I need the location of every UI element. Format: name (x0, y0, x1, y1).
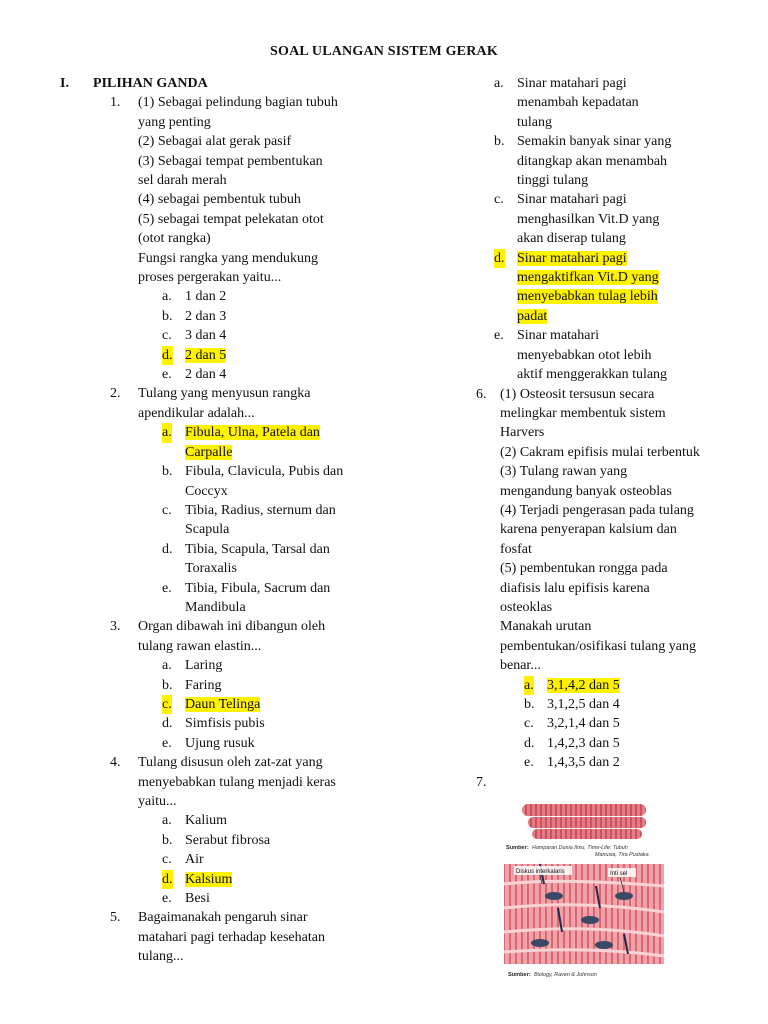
question-text-line: fosfat (500, 541, 532, 557)
option-a-answer (138, 423, 390, 462)
cardiac-muscle-figure (500, 800, 674, 980)
nucleus (545, 892, 563, 900)
question-3 (60, 617, 390, 753)
figure-source-label: Sumber: (506, 845, 529, 852)
option-text: Laring (185, 658, 223, 674)
option-b (138, 462, 390, 501)
question-text-line: benar... (500, 658, 541, 674)
figure-source-text: Hamparan Dunia Ilmu, Time-Life: Tubuh (532, 845, 628, 852)
option-text: Ujung rusuk (185, 735, 255, 751)
option-letter: a. (162, 813, 172, 829)
option-text: Carpalle (185, 444, 233, 460)
label-nucleus: Inti sel (610, 871, 628, 878)
option-letter: d. (162, 346, 173, 365)
option-c (138, 501, 390, 540)
question-text-line: menyebabkan tulang menjadi keras (138, 774, 336, 790)
question-text-line: (1) Osteosit tersusun secara (500, 386, 655, 402)
option-d (138, 714, 390, 733)
question-number: 4. (110, 755, 121, 771)
question-number: 2. (110, 386, 121, 402)
question-text-line: (otot rangka) (138, 231, 211, 247)
question-text-line: apendikular adalah... (138, 405, 255, 421)
option-letter: e. (162, 735, 172, 751)
question-text-line: proses pergerakan yaitu... (138, 270, 282, 286)
question-text-line: (5) pembentukan rongga pada (500, 561, 668, 577)
question-text-line: Organ dibawah ini dibangun oleh (138, 619, 326, 635)
option-letter: d. (162, 716, 173, 732)
option-letter: c. (162, 852, 172, 868)
option-d (470, 734, 740, 753)
option-letter: a. (162, 658, 172, 674)
option-text: mengaktifkan Vit.D yang (517, 270, 659, 286)
question-text-line: matahari pagi terhadap kesehatan (138, 929, 325, 945)
option-b (138, 676, 390, 695)
section-number: I. (60, 76, 69, 91)
option-list (138, 287, 390, 384)
option-e (470, 753, 740, 772)
question-text-line: Bagaimanakah pengaruh sinar (138, 910, 308, 926)
option-e (138, 734, 390, 753)
option-letter: b. (494, 134, 505, 150)
question-text-line: mengandung banyak osteoblas (500, 483, 672, 499)
option-text: tulang (517, 114, 552, 130)
option-letter: c. (162, 328, 172, 344)
option-text: padat (517, 308, 548, 324)
right-column (470, 74, 740, 980)
option-b (138, 831, 390, 850)
option-c (138, 850, 390, 869)
option-text: Toraxalis (185, 561, 237, 577)
option-text: Semakin banyak sinar yang (517, 134, 672, 150)
question-text-line: (3) Sebagai tempat pembentukan (138, 153, 323, 169)
left-column (60, 74, 390, 967)
option-letter: a. (162, 289, 172, 305)
option-b (470, 132, 740, 190)
question-text-line: Manakah urutan (500, 619, 592, 635)
question-text-line: sel darah merah (138, 173, 227, 189)
option-text: Fibula, Clavicula, Pubis dan (185, 464, 344, 480)
option-list (138, 423, 390, 617)
option-text: 2 dan 5 (185, 347, 227, 363)
option-text: Tibia, Scapula, Tarsal dan (185, 541, 330, 557)
option-text: Kalsium (185, 871, 233, 887)
option-text: Sinar matahari pagi (517, 76, 627, 91)
option-letter: e. (494, 328, 504, 344)
option-letter: d. (494, 249, 505, 268)
option-letter: c. (524, 716, 534, 732)
option-text: 1,4,3,5 dan 2 (547, 755, 620, 771)
option-text: Tibia, Radius, sternum dan (185, 502, 336, 518)
question-text-line: (5) sebagai tempat pelekatan otot (138, 211, 324, 227)
option-list (470, 676, 740, 773)
question-6 (470, 385, 740, 773)
option-text: 3 dan 4 (185, 328, 227, 344)
option-text: Coccyx (185, 483, 228, 499)
question-text-line: Fungsi rangka yang mendukung (138, 250, 319, 266)
question-text-line: pembentukan/osifikasi tulang yang (500, 638, 696, 654)
question-text-line: (3) Tulang rawan yang (500, 464, 628, 480)
section-heading (60, 74, 390, 93)
option-text: menambah kepadatan (517, 95, 639, 111)
option-letter: d. (524, 735, 535, 751)
option-e (138, 579, 390, 618)
option-letter: c. (162, 695, 172, 714)
question-2 (60, 384, 390, 617)
question-5 (60, 908, 390, 966)
option-text: ditangkap akan menambah (517, 153, 668, 169)
question-text-line: osteoklas (500, 599, 553, 615)
option-letter: a. (162, 423, 172, 442)
question-text-line: Tulang yang menyusun rangka (138, 386, 311, 402)
option-e (138, 365, 390, 384)
nucleus (531, 939, 549, 947)
figure-source-text: Manusia, Tira Pustaka (595, 852, 649, 859)
option-text: Simfisis pubis (185, 716, 265, 732)
option-text: Daun Telinga (185, 696, 261, 712)
option-text: 3,1,2,5 dan 4 (547, 697, 620, 712)
option-letter: b. (162, 308, 173, 324)
question-4 (60, 753, 390, 908)
option-letter: d. (162, 541, 173, 557)
figure-source-label: Sumber: (508, 972, 531, 979)
option-text: Sinar matahari (517, 328, 600, 344)
muscle-fibre-bundle (522, 804, 646, 839)
option-text: Tibia, Fibula, Sacrum dan (185, 580, 331, 596)
option-d-answer (470, 249, 740, 327)
option-text: tinggi tulang (517, 173, 589, 189)
option-letter: e. (162, 367, 172, 383)
option-text: 2 dan 4 (185, 367, 227, 383)
option-e (138, 889, 390, 908)
option-text: akan diserap tulang (517, 231, 626, 247)
option-list (138, 811, 390, 908)
option-letter: e. (162, 580, 172, 596)
option-b (470, 695, 740, 714)
question-number: 3. (110, 619, 121, 635)
option-letter: a. (494, 76, 504, 91)
option-c (138, 326, 390, 345)
option-a (138, 287, 390, 306)
option-text: 2 dan 3 (185, 308, 227, 324)
option-c (470, 714, 740, 733)
option-text: 1,4,2,3 dan 5 (547, 735, 620, 751)
nucleus (615, 892, 633, 900)
option-c-answer (138, 695, 390, 714)
option-text: 3,2,1,4 dan 5 (547, 716, 620, 732)
option-text: menyebabkan otot lebih (517, 347, 652, 363)
option-text: Mandibula (185, 599, 246, 615)
option-d-answer (138, 346, 390, 365)
question-1 (60, 93, 390, 384)
option-letter: a. (524, 676, 534, 695)
question-text-line: Harvers (500, 425, 545, 441)
option-letter: b. (162, 464, 173, 480)
question-text-line: (2) Cakram epifisis mulai terbentuk (500, 444, 700, 460)
option-b (138, 307, 390, 326)
option-text: Faring (185, 677, 222, 693)
question-5-option-list (470, 74, 740, 385)
option-text: 1 dan 2 (185, 289, 227, 305)
question-text-line: tulang... (138, 949, 184, 965)
figure-source-text: Biology, Raven & Johnson (534, 972, 597, 979)
option-text: Sinar matahari pagi (517, 250, 627, 266)
option-text: menyebabkan tulag lebih (517, 289, 658, 305)
option-text: Scapula (185, 522, 230, 538)
label-intercalated-disc: Diskus interkalaris (516, 869, 565, 876)
option-a (138, 811, 390, 830)
document-title: SOAL ULANGAN SISTEM GERAK (270, 44, 498, 59)
option-e (470, 326, 740, 384)
cardiac-cells (504, 864, 664, 964)
question-number: 7. (476, 774, 487, 790)
option-a (138, 656, 390, 675)
question-number: 1. (110, 95, 121, 111)
nucleus (595, 941, 613, 949)
option-letter: c. (494, 192, 504, 208)
question-text-line: Tulang disusun oleh zat-zat yang (138, 755, 323, 771)
option-text: aktif menggerakkan tulang (517, 367, 668, 383)
option-d-answer (138, 870, 390, 889)
option-d (138, 540, 390, 579)
cardiac-muscle-illustration (500, 800, 674, 980)
option-c (470, 190, 740, 248)
option-letter: e. (524, 755, 534, 771)
question-text-line: tulang rawan elastin... (138, 638, 262, 654)
option-letter: c. (162, 502, 172, 518)
question-text-line: (4) Terjadi pengerasan pada tulang (500, 502, 694, 518)
option-a (470, 74, 740, 132)
option-list (138, 656, 390, 753)
option-a-answer (470, 676, 740, 695)
option-letter: b. (162, 677, 173, 693)
question-7 (470, 773, 740, 792)
question-number: 5. (110, 910, 121, 926)
question-text-line: yang penting (138, 114, 211, 130)
question-text-line: (2) Sebagai alat gerak pasif (138, 134, 292, 150)
option-text: 3,1,4,2 dan 5 (547, 677, 620, 693)
nucleus (581, 916, 599, 924)
option-text: Fibula, Ulna, Patela dan (185, 425, 320, 441)
section-title: PILIHAN GANDA (93, 76, 208, 91)
option-text: Air (185, 852, 204, 868)
option-letter: b. (524, 697, 535, 712)
question-number: 6. (476, 386, 487, 402)
question-text-line: diafisis lalu epifisis karena (500, 580, 650, 596)
option-text: Sinar matahari pagi (517, 192, 627, 208)
option-text: Kalium (185, 813, 227, 829)
option-text: Besi (185, 891, 210, 907)
option-letter: b. (162, 832, 173, 848)
question-text-line: yaitu... (138, 794, 177, 810)
question-text-line: (4) sebagai pembentuk tubuh (138, 192, 301, 208)
option-text: menghasilkan Vit.D yang (517, 211, 660, 227)
question-text-line: melingkar membentuk sistem (500, 405, 666, 421)
option-letter: e. (162, 891, 172, 907)
option-letter: d. (162, 870, 173, 889)
question-text-line: (1) Sebagai pelindung bagian tubuh (138, 95, 338, 111)
question-text-line: karena penyerapan kalsium dan (500, 522, 677, 538)
option-text: Serabut fibrosa (185, 832, 271, 848)
